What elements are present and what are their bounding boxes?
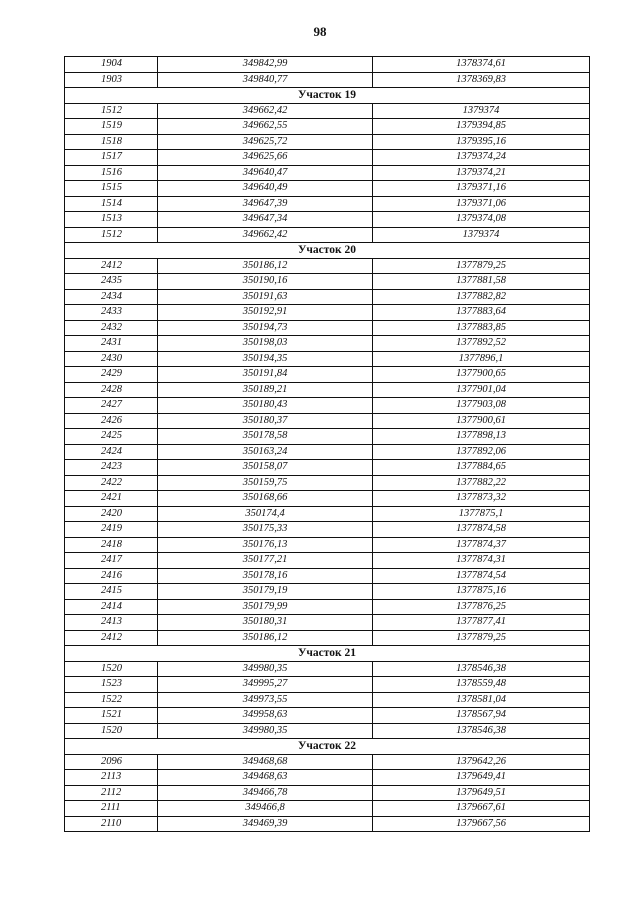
point-number-cell: 2416 [65,568,158,584]
x-coordinate-cell: 349466,78 [158,785,373,801]
y-coordinate-cell: 1379371,16 [373,181,590,197]
table-row [65,785,590,801]
y-coordinate-cell: 1377874,31 [373,553,590,569]
y-coordinate-cell: 1378581,04 [373,692,590,708]
section-title: Участок 20 [65,243,590,259]
table-row [65,615,590,631]
point-number-cell: 2412 [65,630,158,646]
x-coordinate-cell: 349980,35 [158,723,373,739]
point-number-cell: 1520 [65,661,158,677]
x-coordinate-cell: 350189,21 [158,382,373,398]
point-number-cell: 2417 [65,553,158,569]
table-row [65,196,590,212]
table-row [65,367,590,383]
point-number-cell: 1520 [65,723,158,739]
x-coordinate-cell: 350178,16 [158,568,373,584]
y-coordinate-cell: 1378567,94 [373,708,590,724]
table-row [65,150,590,166]
y-coordinate-cell: 1377892,06 [373,444,590,460]
x-coordinate-cell: 349958,63 [158,708,373,724]
point-number-cell: 1513 [65,212,158,228]
point-number-cell: 1519 [65,119,158,135]
table-row [65,537,590,553]
point-number-cell: 2427 [65,398,158,414]
point-number-cell: 2415 [65,584,158,600]
x-coordinate-cell: 349980,35 [158,661,373,677]
x-coordinate-cell: 349973,55 [158,692,373,708]
table-row [65,103,590,119]
y-coordinate-cell: 1377883,64 [373,305,590,321]
table-row [65,816,590,832]
x-coordinate-cell: 350174,4 [158,506,373,522]
coordinates-table-body [65,57,590,832]
y-coordinate-cell: 1377903,08 [373,398,590,414]
y-coordinate-cell: 1377877,41 [373,615,590,631]
section-header-row [65,243,590,259]
point-number-cell: 1903 [65,72,158,88]
y-coordinate-cell: 1377875,1 [373,506,590,522]
point-number-cell: 2424 [65,444,158,460]
point-number-cell: 2414 [65,599,158,615]
x-coordinate-cell: 350192,91 [158,305,373,321]
table-row [65,289,590,305]
x-coordinate-cell: 349662,55 [158,119,373,135]
x-coordinate-cell: 350191,84 [158,367,373,383]
y-coordinate-cell: 1377882,22 [373,475,590,491]
table-row [65,553,590,569]
x-coordinate-cell: 349995,27 [158,677,373,693]
table-row [65,320,590,336]
table-row [65,568,590,584]
y-coordinate-cell: 1377882,82 [373,289,590,305]
point-number-cell: 2113 [65,770,158,786]
x-coordinate-cell: 350175,33 [158,522,373,538]
x-coordinate-cell: 350176,13 [158,537,373,553]
x-coordinate-cell: 349625,72 [158,134,373,150]
y-coordinate-cell: 1377879,25 [373,630,590,646]
table-row [65,677,590,693]
table-row [65,351,590,367]
table-row [65,522,590,538]
x-coordinate-cell: 349466,8 [158,801,373,817]
point-number-cell: 1904 [65,57,158,73]
table-row [65,770,590,786]
x-coordinate-cell: 349647,39 [158,196,373,212]
y-coordinate-cell: 1379395,16 [373,134,590,150]
x-coordinate-cell: 350168,66 [158,491,373,507]
x-coordinate-cell: 350191,63 [158,289,373,305]
y-coordinate-cell: 1377874,37 [373,537,590,553]
point-number-cell: 1515 [65,181,158,197]
x-coordinate-cell: 349647,34 [158,212,373,228]
x-coordinate-cell: 350198,03 [158,336,373,352]
section-header-row [65,646,590,662]
x-coordinate-cell: 350194,35 [158,351,373,367]
point-number-cell: 2412 [65,258,158,274]
x-coordinate-cell: 349468,63 [158,770,373,786]
x-coordinate-cell: 349468,68 [158,754,373,770]
table-row [65,661,590,677]
point-number-cell: 2423 [65,460,158,476]
point-number-cell: 1518 [65,134,158,150]
point-number-cell: 2426 [65,413,158,429]
y-coordinate-cell: 1379642,26 [373,754,590,770]
y-coordinate-cell: 1377900,65 [373,367,590,383]
table-row [65,398,590,414]
point-number-cell: 2096 [65,754,158,770]
point-number-cell: 1512 [65,103,158,119]
x-coordinate-cell: 350186,12 [158,258,373,274]
x-coordinate-cell: 350180,31 [158,615,373,631]
table-row [65,227,590,243]
y-coordinate-cell: 1377900,61 [373,413,590,429]
y-coordinate-cell: 1377892,52 [373,336,590,352]
section-header-row [65,739,590,755]
page-number: 98 [313,24,327,39]
table-row [65,382,590,398]
table-row [65,429,590,445]
table-row [65,723,590,739]
point-number-cell: 2419 [65,522,158,538]
table-row [65,460,590,476]
x-coordinate-cell: 350179,99 [158,599,373,615]
y-coordinate-cell: 1377901,04 [373,382,590,398]
point-number-cell: 2430 [65,351,158,367]
section-title: Участок 19 [65,88,590,104]
y-coordinate-cell: 1378374,61 [373,57,590,73]
x-coordinate-cell: 349840,77 [158,72,373,88]
table-row [65,630,590,646]
point-number-cell: 2432 [65,320,158,336]
y-coordinate-cell: 1378559,48 [373,677,590,693]
point-number-cell: 1523 [65,677,158,693]
table-row [65,134,590,150]
y-coordinate-cell: 1379371,06 [373,196,590,212]
x-coordinate-cell: 350159,75 [158,475,373,491]
point-number-cell: 1516 [65,165,158,181]
y-coordinate-cell: 1377883,85 [373,320,590,336]
y-coordinate-cell: 1378369,83 [373,72,590,88]
point-number-cell: 2418 [65,537,158,553]
section-header-row [65,88,590,104]
x-coordinate-cell: 350190,16 [158,274,373,290]
y-coordinate-cell: 1377879,25 [373,258,590,274]
table-row [65,754,590,770]
point-number-cell: 2413 [65,615,158,631]
y-coordinate-cell: 1377881,58 [373,274,590,290]
y-coordinate-cell: 1379374,08 [373,212,590,228]
point-number-cell: 2111 [65,801,158,817]
y-coordinate-cell: 1377873,32 [373,491,590,507]
x-coordinate-cell: 349662,42 [158,103,373,119]
section-title: Участок 22 [65,739,590,755]
x-coordinate-cell: 350180,43 [158,398,373,414]
x-coordinate-cell: 350177,21 [158,553,373,569]
table-row [65,475,590,491]
point-number-cell: 1517 [65,150,158,166]
point-number-cell: 2434 [65,289,158,305]
table-row [65,708,590,724]
y-coordinate-cell: 1379649,51 [373,785,590,801]
table-row [65,181,590,197]
x-coordinate-cell: 349640,49 [158,181,373,197]
x-coordinate-cell: 350186,12 [158,630,373,646]
x-coordinate-cell: 350194,73 [158,320,373,336]
point-number-cell: 1512 [65,227,158,243]
x-coordinate-cell: 349625,66 [158,150,373,166]
table-row [65,599,590,615]
table-row [65,413,590,429]
y-coordinate-cell: 1378546,38 [373,661,590,677]
point-number-cell: 2422 [65,475,158,491]
point-number-cell: 2431 [65,336,158,352]
y-coordinate-cell: 1377898,13 [373,429,590,445]
y-coordinate-cell: 1377875,16 [373,584,590,600]
x-coordinate-cell: 349469,39 [158,816,373,832]
table-row [65,336,590,352]
y-coordinate-cell: 1379649,41 [373,770,590,786]
point-number-cell: 2112 [65,785,158,801]
point-number-cell: 2421 [65,491,158,507]
x-coordinate-cell: 350163,24 [158,444,373,460]
y-coordinate-cell: 1377896,1 [373,351,590,367]
y-coordinate-cell: 1379374 [373,227,590,243]
point-number-cell: 2425 [65,429,158,445]
point-number-cell: 2435 [65,274,158,290]
y-coordinate-cell: 1378546,38 [373,723,590,739]
table-row [65,584,590,600]
table-row [65,444,590,460]
point-number-cell: 2110 [65,816,158,832]
x-coordinate-cell: 350180,37 [158,413,373,429]
table-row [65,692,590,708]
x-coordinate-cell: 349842,99 [158,57,373,73]
table-row [65,305,590,321]
x-coordinate-cell: 350179,19 [158,584,373,600]
y-coordinate-cell: 1379374,21 [373,165,590,181]
y-coordinate-cell: 1379667,61 [373,801,590,817]
point-number-cell: 1521 [65,708,158,724]
point-number-cell: 2420 [65,506,158,522]
point-number-cell: 1514 [65,196,158,212]
point-number-cell: 1522 [65,692,158,708]
y-coordinate-cell: 1379374,24 [373,150,590,166]
x-coordinate-cell: 349640,47 [158,165,373,181]
table-row [65,72,590,88]
y-coordinate-cell: 1379667,56 [373,816,590,832]
table-row [65,258,590,274]
table-row [65,165,590,181]
y-coordinate-cell: 1377874,58 [373,522,590,538]
x-coordinate-cell: 350178,58 [158,429,373,445]
table-row [65,119,590,135]
table-row [65,506,590,522]
table-row [65,57,590,73]
y-coordinate-cell: 1379394,85 [373,119,590,135]
point-number-cell: 2433 [65,305,158,321]
point-number-cell: 2429 [65,367,158,383]
table-row [65,274,590,290]
table-row [65,491,590,507]
y-coordinate-cell: 1377874,54 [373,568,590,584]
coordinates-table [64,56,590,832]
x-coordinate-cell: 349662,42 [158,227,373,243]
section-title: Участок 21 [65,646,590,662]
y-coordinate-cell: 1379374 [373,103,590,119]
table-row [65,801,590,817]
x-coordinate-cell: 350158,07 [158,460,373,476]
table-row [65,212,590,228]
point-number-cell: 2428 [65,382,158,398]
y-coordinate-cell: 1377884,65 [373,460,590,476]
y-coordinate-cell: 1377876,25 [373,599,590,615]
